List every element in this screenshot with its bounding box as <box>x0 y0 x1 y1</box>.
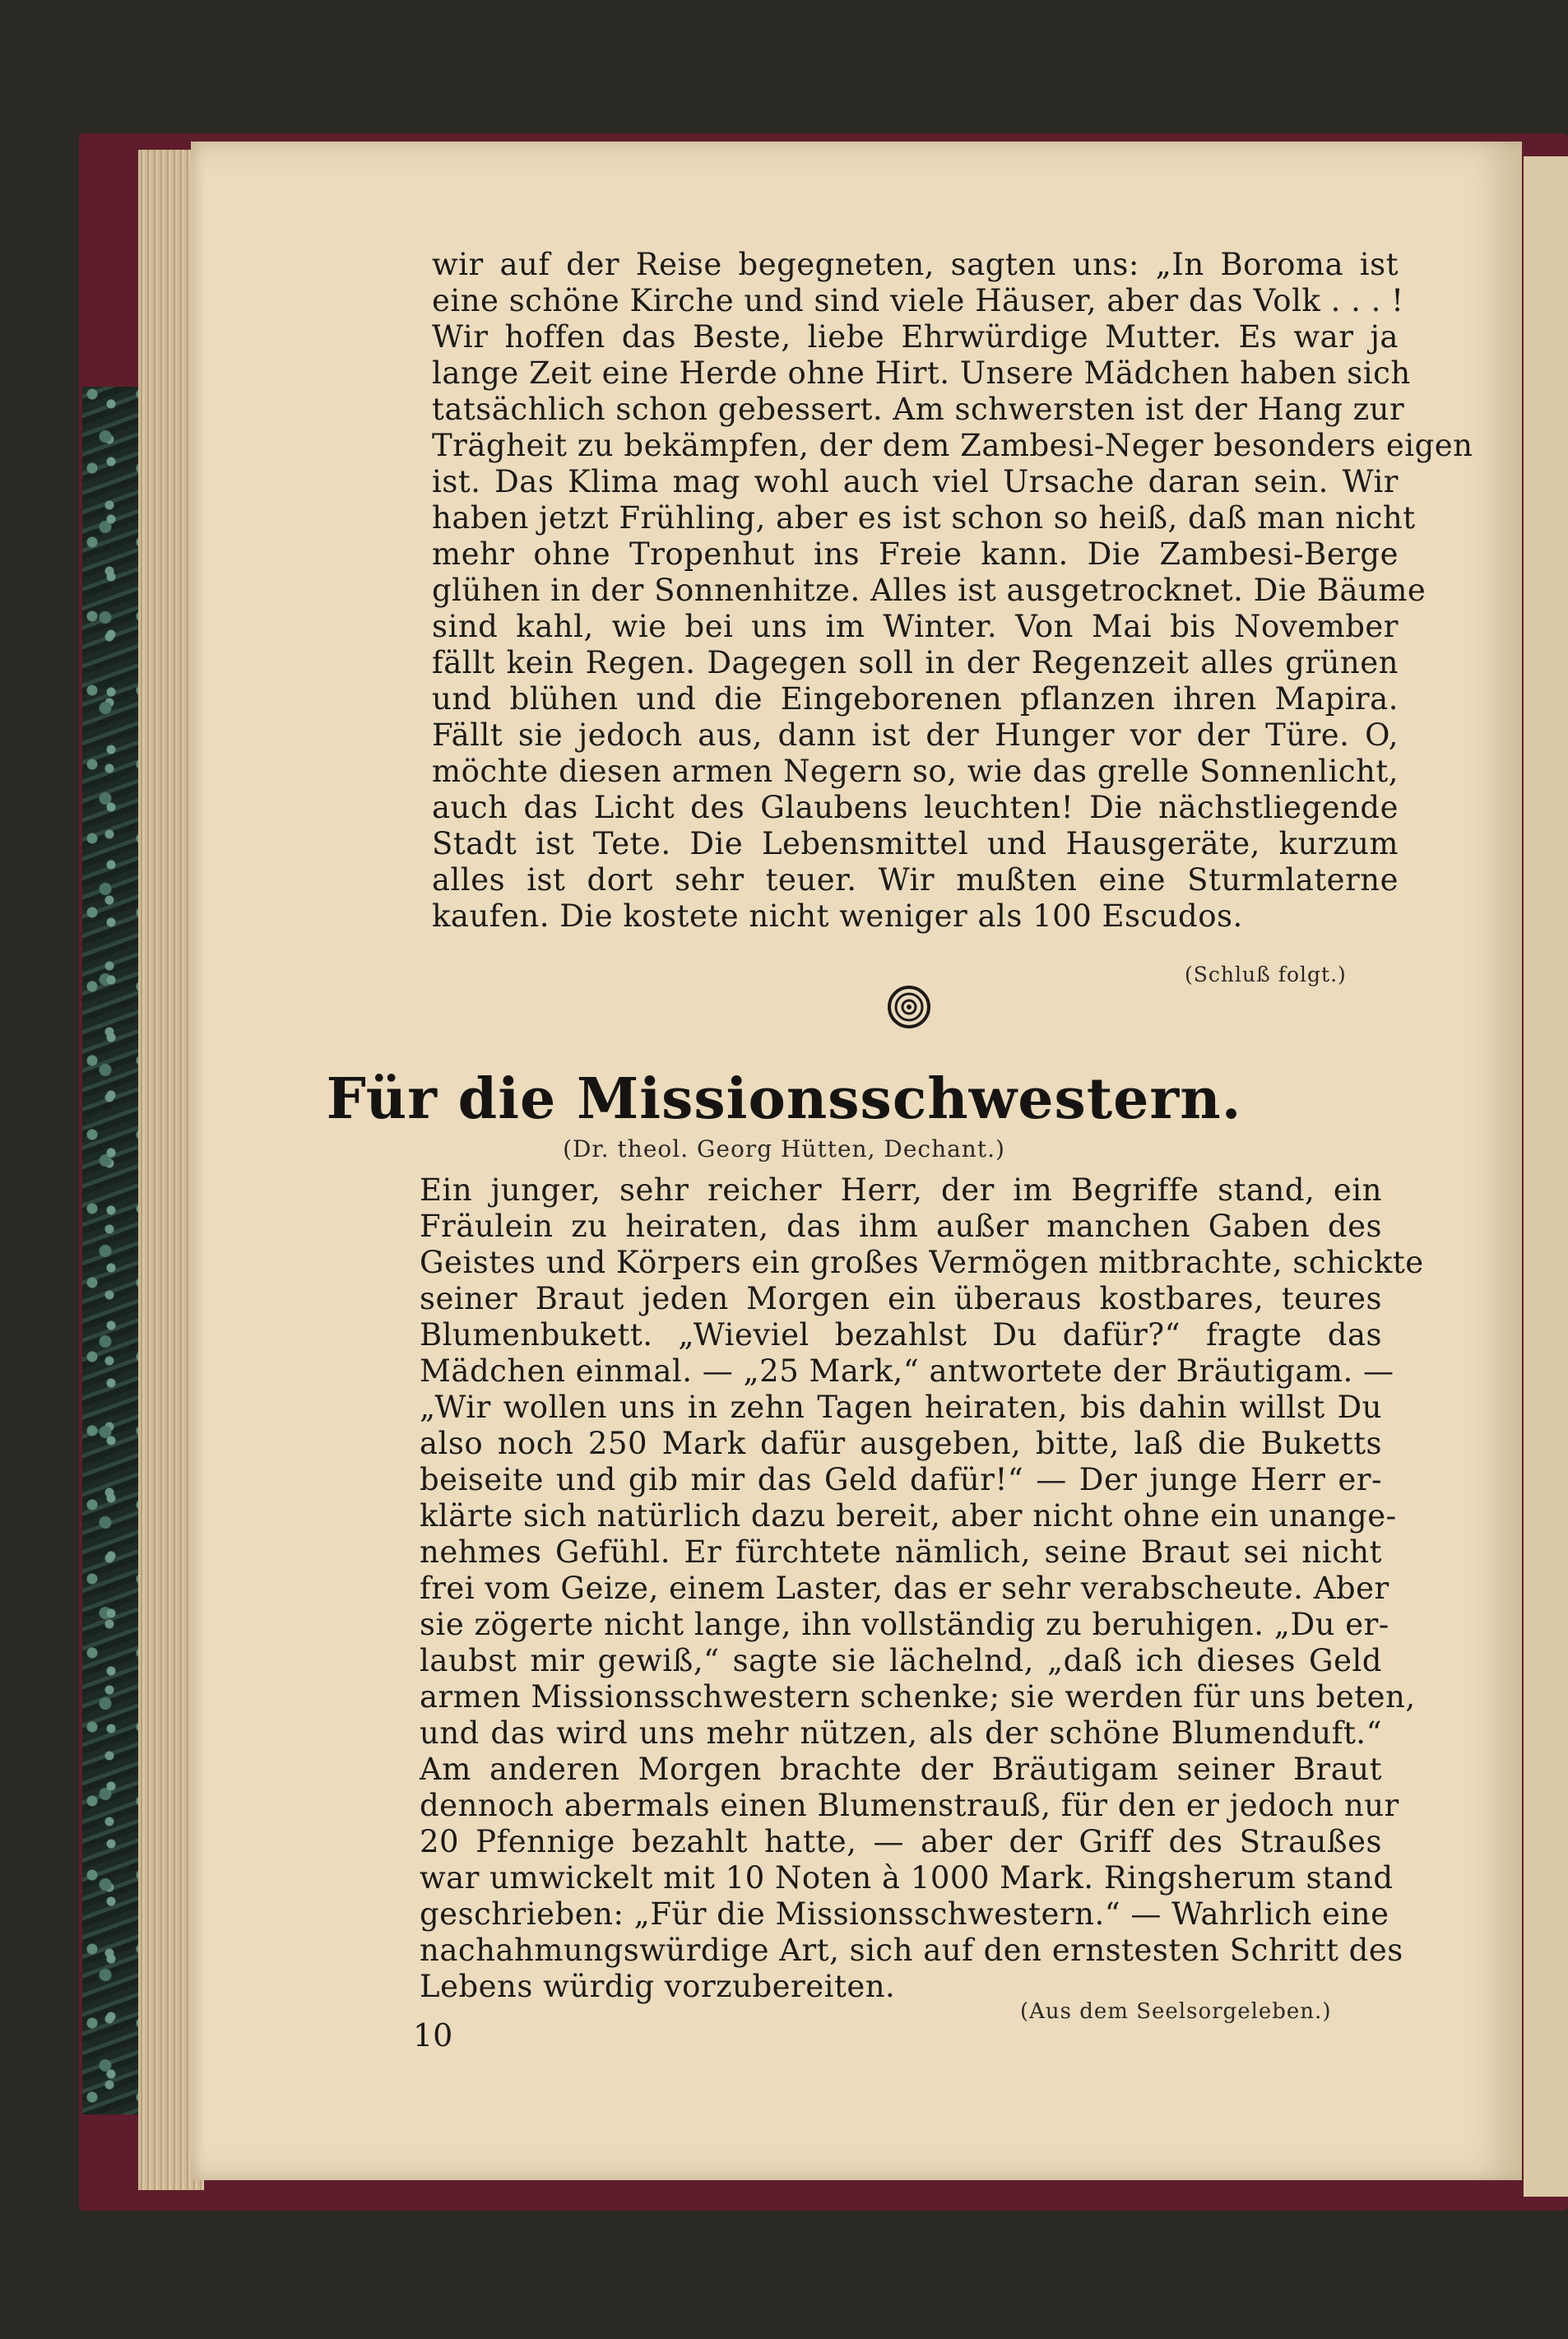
text-line: klärte sich natürlich dazu bereit, aber nicht ohne ein unange- <box>420 1498 1397 1534</box>
page-number: 10 <box>413 2017 453 2054</box>
text-line: Geistes und Körpers ein großes Vermögen mitbrachte, schickte <box>420 1245 1424 1280</box>
text-line: mehr ohne Tropenhut ins Freie kann. Die Zambesi-Berge <box>432 536 1399 572</box>
text-line: ist. Das Klima mag wohl auch viel Ursache daran sein. Wir <box>432 464 1399 499</box>
text-line: Fällt sie jedoch aus, dann ist der Hunger vor der Türe. O, <box>432 717 1399 753</box>
text-line: Lebens würdig vorzubereiten. <box>420 1969 896 2004</box>
article-title: Für die Missionsschwestern. <box>326 1066 1242 1132</box>
text-line: dennoch abermals einen Blumenstrauß, für den er jedoch nur <box>420 1788 1399 1823</box>
text-line: haben jetzt Frühling, aber es ist schon so heiß, daß man nicht <box>432 500 1416 536</box>
text-line: war umwickelt mit 10 Noten à 1000 Mark. Ringsherum stand <box>420 1860 1394 1896</box>
text-line: Stadt ist Tete. Die Lebensmittel und Hausgeräte, kurzum <box>432 826 1399 861</box>
text-line: alles ist dort sehr teuer. Wir mußten eine Sturmlaterne <box>432 862 1399 898</box>
text-line: Am anderen Morgen brachte der Bräutigam seiner Braut <box>420 1752 1382 1787</box>
text-line: kaufen. Die kostete nicht weniger als 100 Escudos. <box>432 898 1243 934</box>
text-line: Blumenbukett. „Wieviel bezahlst Du dafür?“ fragte das <box>420 1317 1382 1353</box>
facing-page-edge <box>1524 156 1568 2197</box>
text-line: also noch 250 Mark dafür ausgeben, bitte, laß die Buketts <box>420 1426 1382 1461</box>
continuation-note: (Schluß folgt.) <box>1185 963 1347 986</box>
text-line: und das wird uns mehr nützen, als der schöne Blumenduft.“ <box>420 1715 1382 1751</box>
text-line: Fräulein zu heiraten, das ihm außer manchen Gaben des <box>420 1209 1382 1244</box>
text-line: möchte diesen armen Negern so, wie das grelle Sonnenlicht, <box>432 754 1399 789</box>
article-source: (Aus dem Seelsorgeleben.) <box>1020 1999 1332 2024</box>
text-line: armen Missionsschwestern schenke; sie werden für uns beten, <box>420 1679 1416 1715</box>
text-line: nachahmungswürdige Art, sich auf den ernstesten Schritt des <box>420 1933 1403 1968</box>
text-line: frei vom Geize, einem Laster, das er sehr verabscheute. Aber <box>420 1571 1389 1606</box>
text-line: und blühen und die Eingeborenen pflanzen ihren Mapira. <box>432 681 1399 717</box>
concentric-circle-ornament-icon <box>886 984 932 1030</box>
text-line: 20 Pfennige bezahlt hatte, — aber der Griff des Straußes <box>420 1824 1382 1859</box>
text-line: auch das Licht des Glaubens leuchten! Die nächstliegende <box>432 790 1399 825</box>
text-line: glühen in der Sonnenhitze. Alles ist ausgetrocknet. Die Bäume <box>432 573 1427 608</box>
text-line: nehmes Gefühl. Er fürchtete nämlich, seine Braut sei nicht <box>420 1534 1382 1570</box>
text-line: lange Zeit eine Herde ohne Hirt. Unsere Mädchen haben sich <box>432 355 1411 391</box>
text-line: laubst mir gewiß,“ sagte sie lächelnd, „daß ich dieses Geld <box>420 1643 1382 1678</box>
text-line: Wir hoffen das Beste, liebe Ehrwürdige Mutter. Es war ja <box>432 319 1399 355</box>
text-line: fällt kein Regen. Dagegen soll in der Regenzeit alles grünen <box>432 645 1399 680</box>
text-line: seiner Braut jeden Morgen ein überaus kostbares, teures <box>420 1281 1382 1316</box>
text-line: sie zögerte nicht lange, ihn vollständig zu beruhigen. „Du er- <box>420 1607 1389 1642</box>
text-line: beiseite und gib mir das Geld dafür!“ — Der junge Herr er- <box>420 1462 1382 1497</box>
text-line: wir auf der Reise begegneten, sagten uns: „In Boroma ist <box>432 247 1399 282</box>
text-line: geschrieben: „Für die Missionsschwestern.“ — Wahrlich eine <box>420 1896 1389 1932</box>
article-byline: (Dr. theol. Georg Hütten, Dechant.) <box>563 1135 1005 1163</box>
text-line: Ein junger, sehr reicher Herr, der im Begriffe stand, ein <box>420 1172 1382 1208</box>
text-line: Trägheit zu bekämpfen, der dem Zambesi-Neger besonders eigen <box>432 428 1473 463</box>
text-line: „Wir wollen uns in zehn Tagen heiraten, bis dahin willst Du <box>420 1390 1382 1425</box>
text-line: tatsächlich schon gebessert. Am schwersten ist der Hang zur <box>432 392 1405 427</box>
text-line: sind kahl, wie bei uns im Winter. Von Mai bis November <box>432 609 1399 644</box>
text-line: eine schöne Kirche und sind viele Häuser, aber das Volk . . . ! <box>432 283 1404 318</box>
text-line: Mädchen einmal. — „25 Mark,“ antwortete der Bräutigam. — <box>420 1353 1394 1389</box>
